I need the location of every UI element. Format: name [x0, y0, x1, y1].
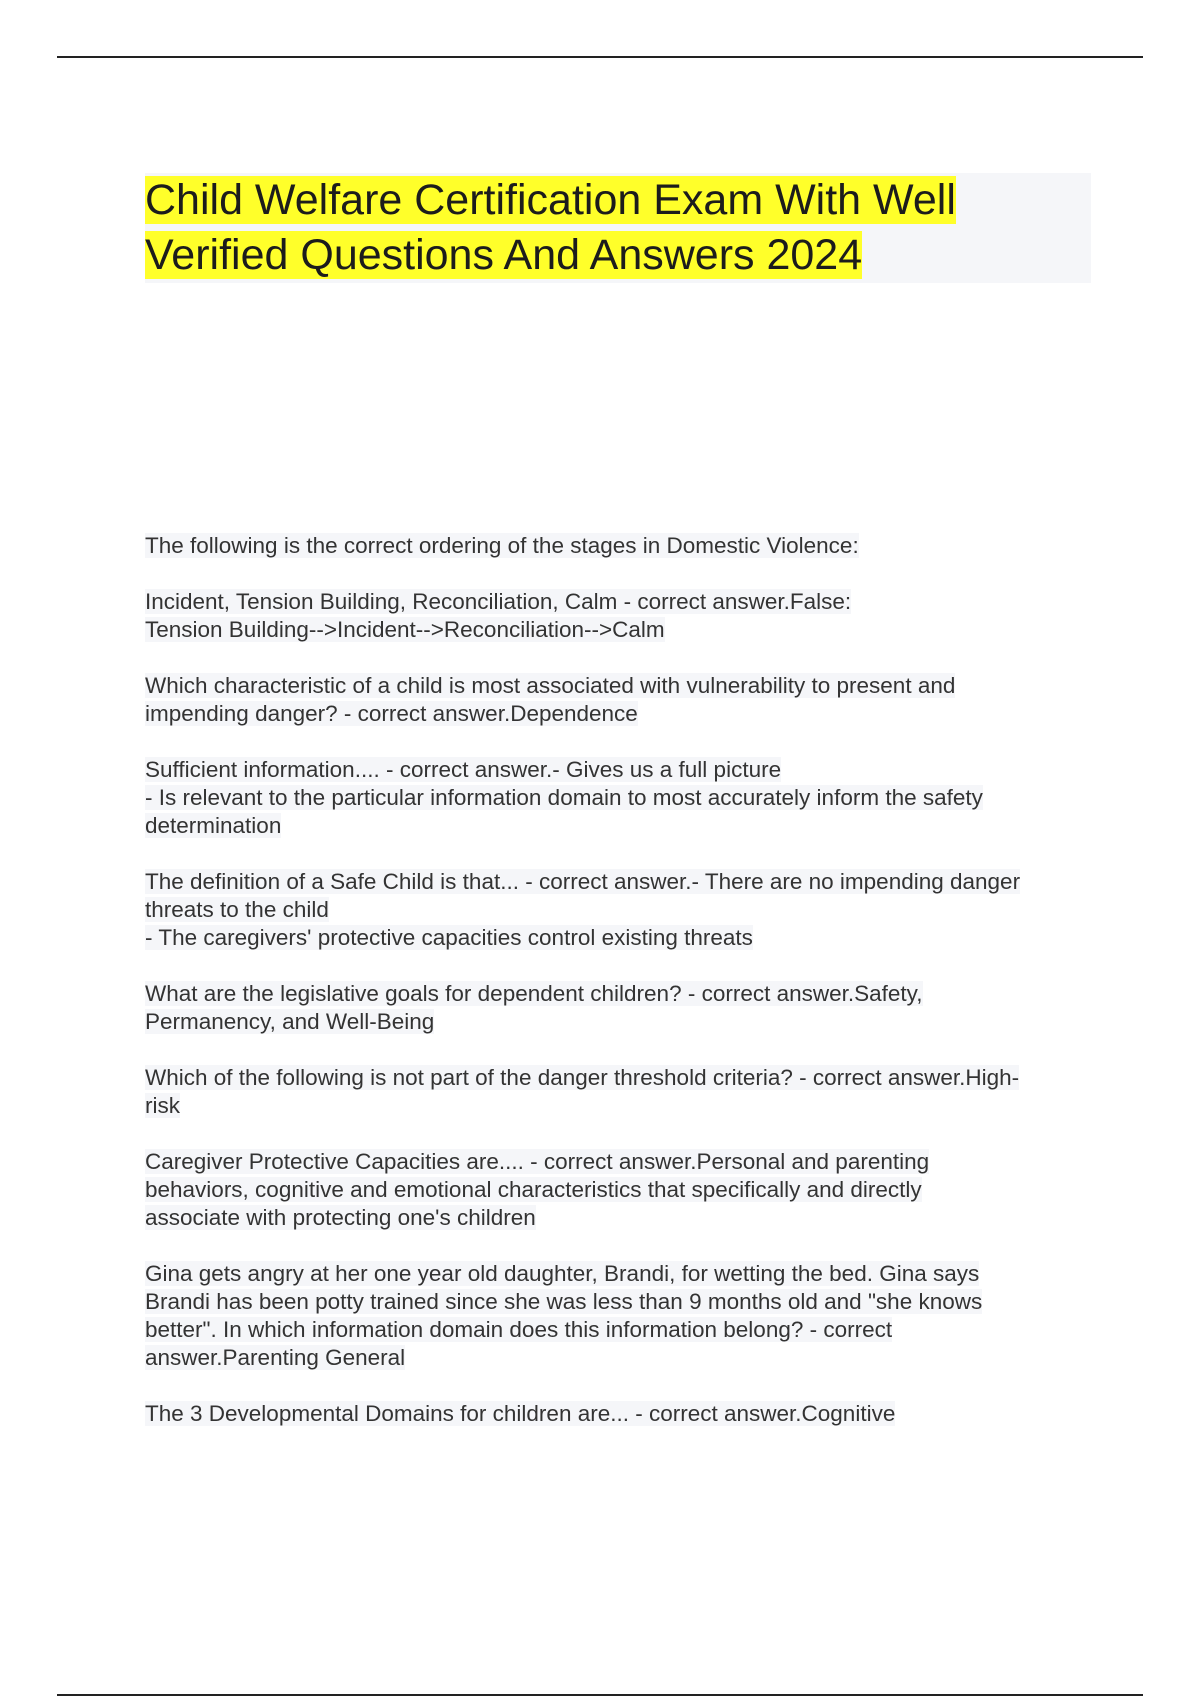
qa-line: risk — [145, 1093, 180, 1118]
qa-line: Incident, Tension Building, Reconciliation, Calm - correct answer.False: — [145, 589, 852, 614]
qa-item — [145, 1400, 1095, 1428]
qa-line: threats to the child — [145, 897, 329, 922]
qa-line: Which characteristic of a child is most associated with vulnerability to present and — [145, 673, 956, 698]
title-line-1: Child Welfare Certification Exam With Well — [145, 176, 956, 224]
qa-line: - Is relevant to the particular information domain to most accurately inform the safety — [145, 785, 983, 810]
qa-line: The definition of a Safe Child is that... - correct answer.- There are no impending danger — [145, 869, 1021, 894]
top-rule — [57, 56, 1143, 58]
qa-line: Caregiver Protective Capacities are.... - correct answer.Personal and parenting — [145, 1149, 930, 1174]
document-title — [145, 173, 1091, 283]
qa-item — [145, 868, 1095, 952]
qa-line: The following is the correct ordering of the stages in Domestic Violence: — [145, 533, 859, 558]
qa-line: Tension Building-->Incident-->Reconciliation-->Calm — [145, 617, 665, 642]
qa-list — [145, 532, 1095, 1456]
title-line-2: Verified Questions And Answers 2024 — [145, 231, 863, 279]
qa-item — [145, 588, 1095, 644]
qa-line: Permanency, and Well-Being — [145, 1009, 435, 1034]
qa-line: - The caregivers' protective capacities control existing threats — [145, 925, 753, 950]
qa-line: impending danger? - correct answer.Dependence — [145, 701, 638, 726]
qa-line: The 3 Developmental Domains for children are... - correct answer.Cognitive — [145, 1401, 896, 1426]
qa-line: Sufficient information.... - correct answer.- Gives us a full picture — [145, 757, 782, 782]
qa-line: Gina gets angry at her one year old daughter, Brandi, for wetting the bed. Gina says — [145, 1261, 980, 1286]
qa-item — [145, 672, 1095, 728]
qa-line: Which of the following is not part of the danger threshold criteria? - correct answer.High- — [145, 1065, 1020, 1090]
qa-line: better". In which information domain does this information belong? - correct — [145, 1317, 893, 1342]
qa-item — [145, 1064, 1095, 1120]
bottom-rule — [57, 1694, 1143, 1696]
qa-item — [145, 1260, 1095, 1372]
qa-item — [145, 756, 1095, 840]
qa-item — [145, 532, 1095, 560]
qa-line: determination — [145, 813, 282, 838]
qa-item — [145, 1148, 1095, 1232]
qa-line: Brandi has been potty trained since she was less than 9 months old and "she knows — [145, 1289, 983, 1314]
qa-line: answer.Parenting General — [145, 1345, 406, 1370]
title-block — [145, 173, 1091, 283]
qa-line: associate with protecting one's children — [145, 1205, 536, 1230]
qa-item — [145, 980, 1095, 1036]
qa-line: What are the legislative goals for dependent children? - correct answer.Safety, — [145, 981, 923, 1006]
qa-line: behaviors, cognitive and emotional characteristics that specifically and directly — [145, 1177, 922, 1202]
